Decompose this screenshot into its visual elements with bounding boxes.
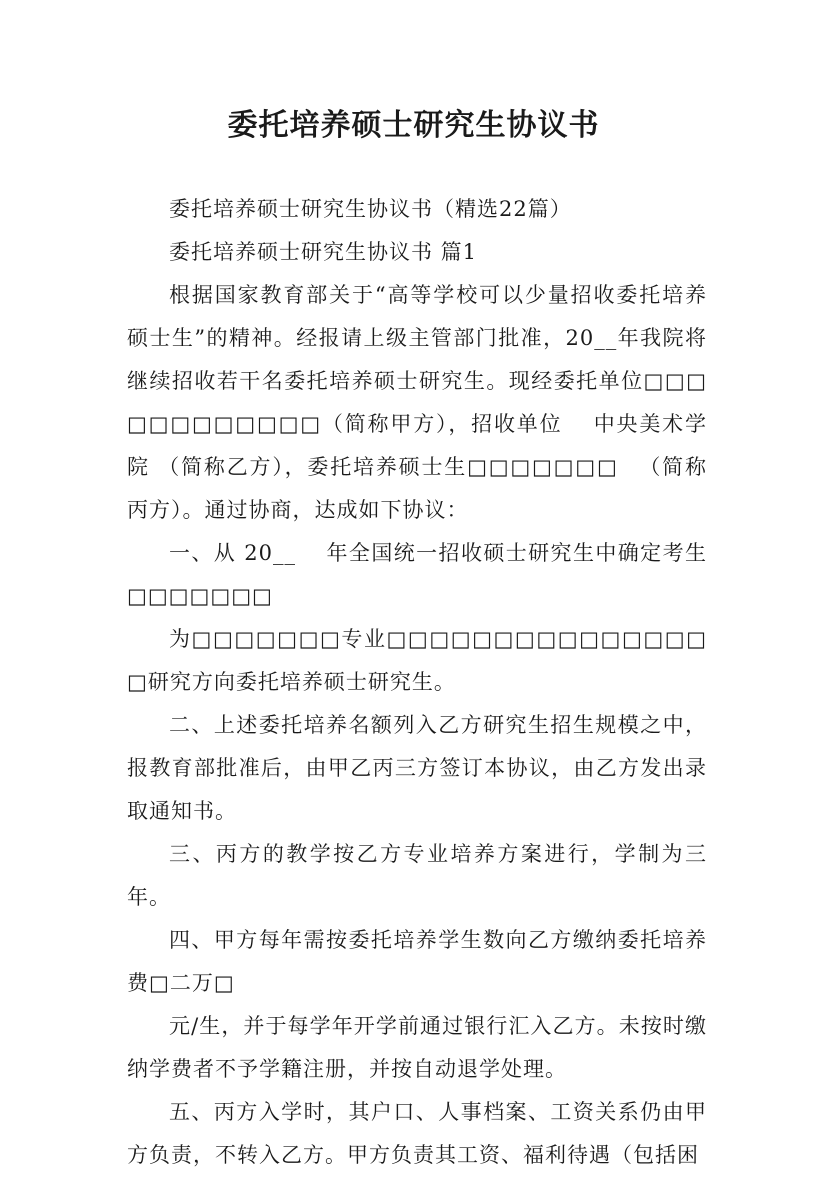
- paragraph-clause-1b: 为□□□□□□□专业□□□□□□□□□□□□□□□□研究方向委托培养硕士研究生。: [127, 627, 707, 694]
- paragraph-clause-4b: 元/生，并于每学年开学前通过银行汇入乙方。未按时缴纳学费者不予学籍注册，并按自动退学处理。: [127, 1014, 707, 1081]
- document-title: 委托培养硕士研究生协议书: [227, 108, 600, 143]
- paragraph-intro: 根据国家教育部关于“高等学校可以少量招收委托培养硕士生”的精神。经报请上级主管部门批准，20__年我院将继续招收若干名委托培养硕士研究生。现经委托单位□□□□□□□□□□□□（简称甲方），招收单位 中央美术学院 （简称乙方），委托培养硕士生□□□□□□□ （简称丙方）。通过协商，达成如下协议：: [127, 283, 707, 522]
- paragraph-clause-5: 五、丙方入学时，其户口、人事档案、工资关系仍由甲方负责，不转入乙方。甲方负责其工资、福利待遇（包括困: [127, 1100, 707, 1167]
- paragraph-section-heading: 委托培养硕士研究生协议书 篇1: [169, 240, 478, 264]
- paragraph-subtitle: 委托培养硕士研究生协议书（精选22篇）: [169, 197, 572, 221]
- paragraph-clause-2: 二、上述委托培养名额列入乙方研究生招生规模之中，报教育部批准后，由甲乙丙三方签订本协议，由乙方发出录取通知书。: [127, 713, 707, 823]
- paragraph-clause-4a: 四、甲方每年需按委托培养学生数向乙方缴纳委托培养费□二万□: [127, 928, 707, 995]
- paragraph-clause-3: 三、丙方的教学按乙方专业培养方案进行，学制为三年。: [127, 842, 707, 909]
- document-body: [127, 188, 707, 1177]
- paragraph-clause-1a: 一、从 20__ 年全国统一招收硕士研究生中确定考生□□□□□□□: [127, 541, 707, 608]
